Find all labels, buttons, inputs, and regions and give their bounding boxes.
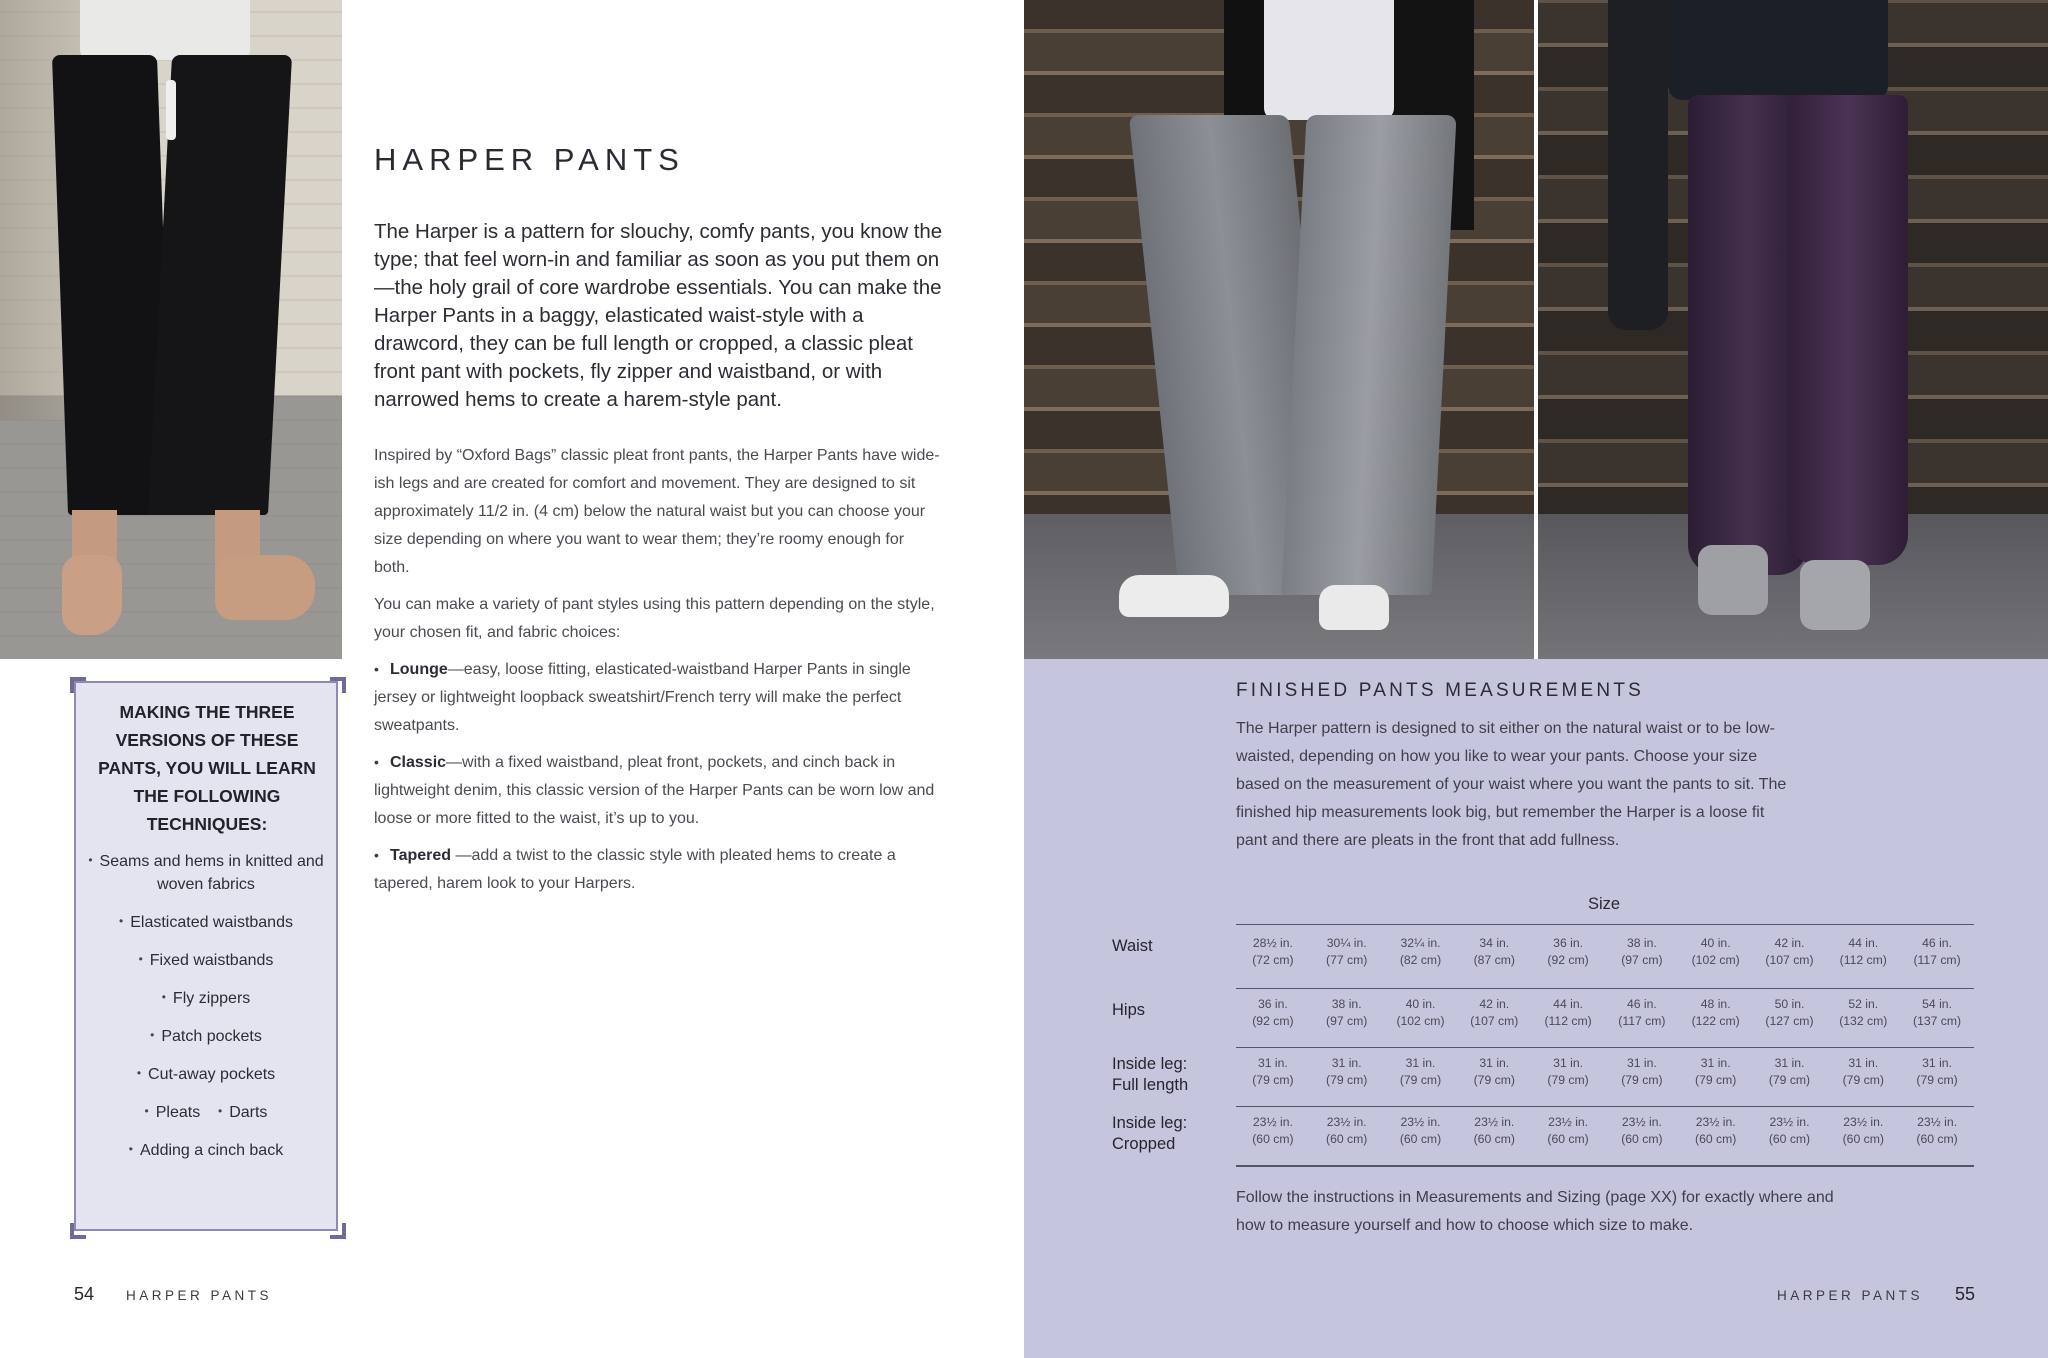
measurements-heading: FINISHED PANTS MEASUREMENTS bbox=[1236, 680, 1645, 701]
bullet-icon: • bbox=[138, 952, 143, 966]
photo-cropped-lounge-pants bbox=[0, 0, 342, 659]
cell-inches: 23½ in. bbox=[1695, 1115, 1736, 1129]
cell-centimeters: (92 cm) bbox=[1547, 953, 1589, 967]
table-cell bbox=[1457, 935, 1531, 969]
row-label-inside-leg-full bbox=[1112, 1054, 1188, 1096]
cell-centimeters: (82 cm) bbox=[1399, 953, 1442, 967]
cell-centimeters: (60 cm) bbox=[1621, 1132, 1663, 1146]
table-row-hips bbox=[1236, 996, 1974, 1030]
style-bullet-classic bbox=[374, 748, 944, 833]
table-cell bbox=[1753, 935, 1827, 969]
cell-inches: 23½ in. bbox=[1843, 1115, 1884, 1129]
cell-inches: 23½ in. bbox=[1252, 1115, 1293, 1129]
row-label-hips: Hips bbox=[1112, 1001, 1146, 1019]
box-corner-bottom-right bbox=[330, 1223, 346, 1239]
cell-centimeters: (77 cm) bbox=[1326, 953, 1368, 967]
photo-classic-grey-pants bbox=[1024, 0, 1534, 659]
cell-centimeters: (79 cm) bbox=[1547, 1073, 1589, 1087]
box-corner-bottom-left bbox=[70, 1223, 86, 1239]
row-label-waist: Waist bbox=[1112, 937, 1153, 955]
photo-foot-right bbox=[215, 555, 315, 620]
cell-centimeters: (79 cm) bbox=[1695, 1073, 1737, 1087]
cell-inches: 36 in. bbox=[1257, 997, 1288, 1011]
photo-shoe-right bbox=[1319, 585, 1389, 630]
cell-inches: 31 in. bbox=[1257, 1056, 1288, 1070]
style-name: Lounge bbox=[390, 661, 448, 678]
technique-label: Patch pockets bbox=[161, 1028, 262, 1045]
cell-inches: 31 in. bbox=[1626, 1056, 1657, 1070]
table-cell bbox=[1826, 935, 1900, 969]
row-label-inside-leg-cropped bbox=[1112, 1113, 1187, 1155]
body-paragraph-1: Inspired by “Oxford Bags” classic pleat front pants, the Harper Pants have wide-ish legs and are created for comfort and movement. They are designed to sit approximately 11/2 in. (4 cm) below the natural waist but you can choose your size depending on where you want to wear them; they’re roomy enough for both. bbox=[374, 447, 940, 576]
cell-centimeters: (102 cm) bbox=[1691, 953, 1740, 967]
table-cell bbox=[1457, 1114, 1531, 1148]
table-cell bbox=[1900, 1114, 1974, 1148]
table-cell bbox=[1310, 996, 1384, 1030]
technique-item bbox=[84, 910, 328, 934]
table-cell bbox=[1900, 1055, 1974, 1089]
cell-inches: 52 in. bbox=[1848, 997, 1879, 1011]
cell-inches: 31 in. bbox=[1553, 1056, 1583, 1070]
table-cell bbox=[1753, 1114, 1827, 1148]
photo-pant-leg-right bbox=[1281, 115, 1456, 595]
cell-centimeters: (137 cm) bbox=[1913, 1014, 1962, 1028]
technique-label: Fly zippers bbox=[172, 990, 251, 1007]
cell-centimeters: (60 cm) bbox=[1326, 1132, 1368, 1146]
table-row-inside-leg-cropped bbox=[1236, 1114, 1974, 1148]
page-title: HARPER PANTS bbox=[374, 142, 685, 177]
photo-pant-leg-right bbox=[1788, 95, 1908, 565]
cell-centimeters: (79 cm) bbox=[1842, 1073, 1884, 1087]
table-rule bbox=[1236, 1047, 1974, 1048]
techniques-heading: MAKING THE THREE VERSIONS OF THESE PANTS, YOU WILL LEARN THE FOLLOWING TECHNIQUES: bbox=[98, 702, 316, 834]
table-cell bbox=[1605, 935, 1679, 969]
page-number-left: 54 bbox=[74, 1284, 95, 1304]
cell-centimeters: (97 cm) bbox=[1621, 953, 1663, 967]
cell-centimeters: (79 cm) bbox=[1916, 1073, 1958, 1087]
table-cell bbox=[1679, 935, 1753, 969]
cell-centimeters: (112 cm) bbox=[1839, 953, 1887, 967]
cell-centimeters: (79 cm) bbox=[1621, 1073, 1663, 1087]
technique-item-pair bbox=[84, 1100, 328, 1124]
style-name: Classic bbox=[390, 754, 447, 771]
size-column-label: Size bbox=[1588, 895, 1621, 913]
cell-centimeters: (79 cm) bbox=[1768, 1073, 1811, 1087]
table-rule bbox=[1236, 1106, 1974, 1107]
cell-inches: 31 in. bbox=[1848, 1056, 1879, 1070]
table-cell bbox=[1384, 996, 1458, 1030]
table-cell bbox=[1236, 935, 1310, 969]
technique-item bbox=[84, 1024, 328, 1048]
cell-inches: 23½ in. bbox=[1548, 1115, 1589, 1129]
running-head-left: HARPER PANTS bbox=[126, 1288, 273, 1303]
cell-centimeters: (107 cm) bbox=[1765, 953, 1814, 967]
table-cell bbox=[1605, 996, 1679, 1030]
cell-centimeters: (72 cm) bbox=[1252, 953, 1294, 967]
style-bullet-tapered bbox=[374, 841, 944, 898]
table-cell bbox=[1605, 1114, 1679, 1148]
table-cell bbox=[1826, 1055, 1900, 1089]
intro-paragraph: The Harper is a pattern for slouchy, comfy pants, you know the type; that feel worn-in and familiar as soon as you put them on—the holy grail of core wardrobe essentials. You can make the Harper Pants in a baggy, elasticated waist-style with a drawcord, they can be full length or cropped, a classic pleat front pant with pockets, fly zipper and waistband, or with narrowed hems to create a harem-style pant. bbox=[374, 220, 943, 411]
style-name: Tapered bbox=[390, 847, 452, 864]
cell-inches: 36 in. bbox=[1553, 936, 1583, 950]
photo-shoe-left bbox=[1698, 545, 1768, 615]
style-bullet-lounge bbox=[374, 655, 944, 740]
table-cell bbox=[1679, 1114, 1753, 1148]
cell-centimeters: (79 cm) bbox=[1326, 1073, 1368, 1087]
cell-inches: 42 in. bbox=[1774, 936, 1805, 950]
style-description: —add a twist to the classic style with pleated hems to create a tapered, harem look to your Harpers. bbox=[374, 847, 896, 892]
row-label-line: Full length bbox=[1112, 1076, 1189, 1094]
bullet-icon: • bbox=[128, 1142, 133, 1156]
measurements-intro: The Harper pattern is designed to sit either on the natural waist or to be low-waisted, depending on how you like to wear your pants. Choose your size based on the measurement of your waist where you want the pants to sit. The finished hip measurements look big, but remember the Harper is a loose fit pant and there are pleats in the front that add fullness. bbox=[1236, 720, 1787, 849]
sizing-note: Follow the instructions in Measurements and Sizing (page XX) for exactly where and how to measure yourself and how to choose which size to make. bbox=[1236, 1189, 1834, 1234]
cell-inches: 31 in. bbox=[1774, 1056, 1805, 1070]
bullet-icon: • bbox=[136, 1066, 142, 1080]
running-head-right: HARPER PANTS bbox=[1777, 1288, 1924, 1303]
table-cell bbox=[1900, 935, 1974, 969]
table-cell bbox=[1457, 996, 1531, 1030]
cell-inches: 38 in. bbox=[1626, 936, 1657, 950]
cell-centimeters: (60 cm) bbox=[1695, 1132, 1737, 1146]
photo-arm bbox=[1608, 0, 1668, 330]
cell-centimeters: (60 cm) bbox=[1547, 1132, 1589, 1146]
cell-centimeters: (117 cm) bbox=[1913, 953, 1961, 967]
page-number-right: 55 bbox=[1955, 1284, 1976, 1304]
cell-centimeters: (132 cm) bbox=[1839, 1014, 1888, 1028]
table-cell bbox=[1900, 996, 1974, 1030]
technique-label: Elasticated waistbands bbox=[130, 914, 293, 931]
technique-item bbox=[84, 1062, 328, 1086]
bullet-icon: • bbox=[150, 1028, 155, 1042]
table-cell bbox=[1310, 1055, 1384, 1089]
technique-item bbox=[84, 986, 328, 1010]
bullet-icon: • bbox=[374, 661, 379, 677]
cell-inches: 23½ in. bbox=[1400, 1115, 1441, 1129]
table-rule bbox=[1236, 924, 1974, 925]
cell-inches: 31 in. bbox=[1405, 1056, 1436, 1070]
cell-inches: 31 in. bbox=[1479, 1056, 1510, 1070]
cell-inches: 31 in. bbox=[1331, 1056, 1362, 1070]
photo-tapered-purple-pants bbox=[1538, 0, 2048, 659]
bullet-icon: • bbox=[119, 914, 124, 928]
box-corner-top-left bbox=[70, 677, 86, 693]
table-cell bbox=[1236, 1114, 1310, 1148]
cell-centimeters: (60 cm) bbox=[1399, 1132, 1442, 1146]
cell-inches: 23½ in. bbox=[1474, 1115, 1515, 1129]
table-cell bbox=[1384, 935, 1458, 969]
technique-label: Adding a cinch back bbox=[140, 1142, 284, 1159]
cell-centimeters: (79 cm) bbox=[1399, 1073, 1442, 1087]
table-cell bbox=[1531, 935, 1605, 969]
cell-inches: 23½ in. bbox=[1917, 1115, 1958, 1129]
table-row-waist bbox=[1236, 935, 1974, 969]
cell-inches: 42 in. bbox=[1479, 997, 1510, 1011]
technique-label: Pleats bbox=[155, 1104, 201, 1121]
cell-centimeters: (79 cm) bbox=[1473, 1073, 1515, 1087]
table-cell bbox=[1457, 1055, 1531, 1089]
cell-inches: 23½ in. bbox=[1621, 1115, 1662, 1129]
technique-label: Cut-away pockets bbox=[148, 1066, 276, 1083]
photo-shirt bbox=[1264, 0, 1394, 120]
cell-inches: 40 in. bbox=[1700, 936, 1731, 950]
table-cell bbox=[1310, 1114, 1384, 1148]
cell-inches: 23½ in. bbox=[1769, 1115, 1810, 1129]
table-cell bbox=[1236, 1055, 1310, 1089]
cell-inches: 54 in. bbox=[1922, 997, 1952, 1011]
technique-item bbox=[84, 1138, 328, 1162]
bullet-icon: • bbox=[374, 754, 379, 770]
photo-drawcord bbox=[166, 80, 176, 140]
photo-shirt bbox=[1668, 0, 1888, 100]
cell-centimeters: (117 cm) bbox=[1618, 1014, 1666, 1028]
cell-centimeters: (97 cm) bbox=[1326, 1014, 1368, 1028]
cell-inches: 46 in. bbox=[1922, 936, 1952, 950]
photo-foot-left bbox=[62, 555, 122, 635]
table-cell bbox=[1384, 1114, 1458, 1148]
table-cell bbox=[1826, 1114, 1900, 1148]
style-description: —easy, loose fitting, elasticated-waistband Harper Pants in single jersey or lightweight loopback sweatshirt/French terry will make the perfect sweatpants. bbox=[374, 661, 911, 734]
table-cell bbox=[1679, 996, 1753, 1030]
photo-shoe-right bbox=[1800, 560, 1870, 630]
technique-label: Seams and hems in knitted and woven fabrics bbox=[99, 853, 324, 893]
box-corner-top-right bbox=[330, 677, 346, 693]
cell-centimeters: (60 cm) bbox=[1252, 1132, 1294, 1146]
row-label-line: Inside leg: bbox=[1112, 1114, 1188, 1132]
cell-inches: 50 in. bbox=[1774, 997, 1805, 1011]
table-cell bbox=[1236, 996, 1310, 1030]
body-paragraph-2: You can make a variety of pant styles using this pattern depending on the style, your chosen fit, and fabric choices: bbox=[374, 596, 935, 641]
cell-centimeters: (60 cm) bbox=[1916, 1132, 1958, 1146]
cell-centimeters: (102 cm) bbox=[1396, 1014, 1445, 1028]
table-cell bbox=[1310, 935, 1384, 969]
table-cell bbox=[1531, 1114, 1605, 1148]
technique-label: Darts bbox=[229, 1104, 268, 1121]
cell-inches: 32¼ in. bbox=[1400, 936, 1441, 950]
cell-inches: 40 in. bbox=[1405, 997, 1436, 1011]
cell-centimeters: (122 cm) bbox=[1691, 1014, 1740, 1028]
row-label-line: Inside leg: bbox=[1112, 1055, 1188, 1073]
cell-inches: 48 in. bbox=[1700, 997, 1731, 1011]
technique-item bbox=[84, 948, 328, 972]
bullet-icon: • bbox=[88, 853, 93, 867]
table-cell bbox=[1826, 996, 1900, 1030]
cell-inches: 31 in. bbox=[1922, 1056, 1952, 1070]
table-cell bbox=[1753, 1055, 1827, 1089]
row-label-line: Cropped bbox=[1112, 1135, 1176, 1153]
cell-inches: 38 in. bbox=[1331, 997, 1362, 1011]
cell-inches: 23½ in. bbox=[1326, 1115, 1367, 1129]
cell-centimeters: (60 cm) bbox=[1768, 1132, 1811, 1146]
cell-inches: 46 in. bbox=[1626, 997, 1657, 1011]
cell-inches: 31 in. bbox=[1700, 1056, 1731, 1070]
style-description: —with a fixed waistband, pleat front, pockets, and cinch back in lightweight denim, this classic version of the Harper Pants can be worn low and loose or more fitted to the waist, it’s up to you. bbox=[374, 754, 935, 827]
technique-item bbox=[84, 849, 328, 896]
cell-centimeters: (87 cm) bbox=[1473, 953, 1515, 967]
table-cell bbox=[1679, 1055, 1753, 1089]
cell-centimeters: (107 cm) bbox=[1470, 1014, 1519, 1028]
cell-centimeters: (112 cm) bbox=[1544, 1014, 1592, 1028]
cell-centimeters: (92 cm) bbox=[1252, 1014, 1294, 1028]
photo-shirt bbox=[80, 0, 250, 60]
bullet-icon: • bbox=[144, 1104, 149, 1118]
table-rule bbox=[1236, 988, 1974, 989]
technique-label: Fixed waistbands bbox=[149, 952, 274, 969]
table-rule bbox=[1236, 1165, 1974, 1167]
cell-inches: 28½ in. bbox=[1252, 936, 1293, 950]
table-cell bbox=[1531, 1055, 1605, 1089]
table-row-inside-leg-full bbox=[1236, 1055, 1974, 1089]
photo-shoe-left bbox=[1119, 575, 1229, 617]
bullet-icon: • bbox=[161, 990, 166, 1004]
cell-inches: 30¼ in. bbox=[1326, 936, 1367, 950]
cell-centimeters: (79 cm) bbox=[1252, 1073, 1294, 1087]
table-cell bbox=[1753, 996, 1827, 1030]
bullet-icon: • bbox=[218, 1104, 223, 1118]
table-cell bbox=[1531, 996, 1605, 1030]
table-cell bbox=[1605, 1055, 1679, 1089]
cell-inches: 34 in. bbox=[1479, 936, 1510, 950]
cell-inches: 44 in. bbox=[1553, 997, 1583, 1011]
cell-centimeters: (60 cm) bbox=[1842, 1132, 1884, 1146]
cell-inches: 44 in. bbox=[1848, 936, 1879, 950]
bullet-icon: • bbox=[374, 847, 379, 863]
cell-centimeters: (60 cm) bbox=[1473, 1132, 1515, 1146]
cell-centimeters: (127 cm) bbox=[1765, 1014, 1814, 1028]
table-cell bbox=[1384, 1055, 1458, 1089]
